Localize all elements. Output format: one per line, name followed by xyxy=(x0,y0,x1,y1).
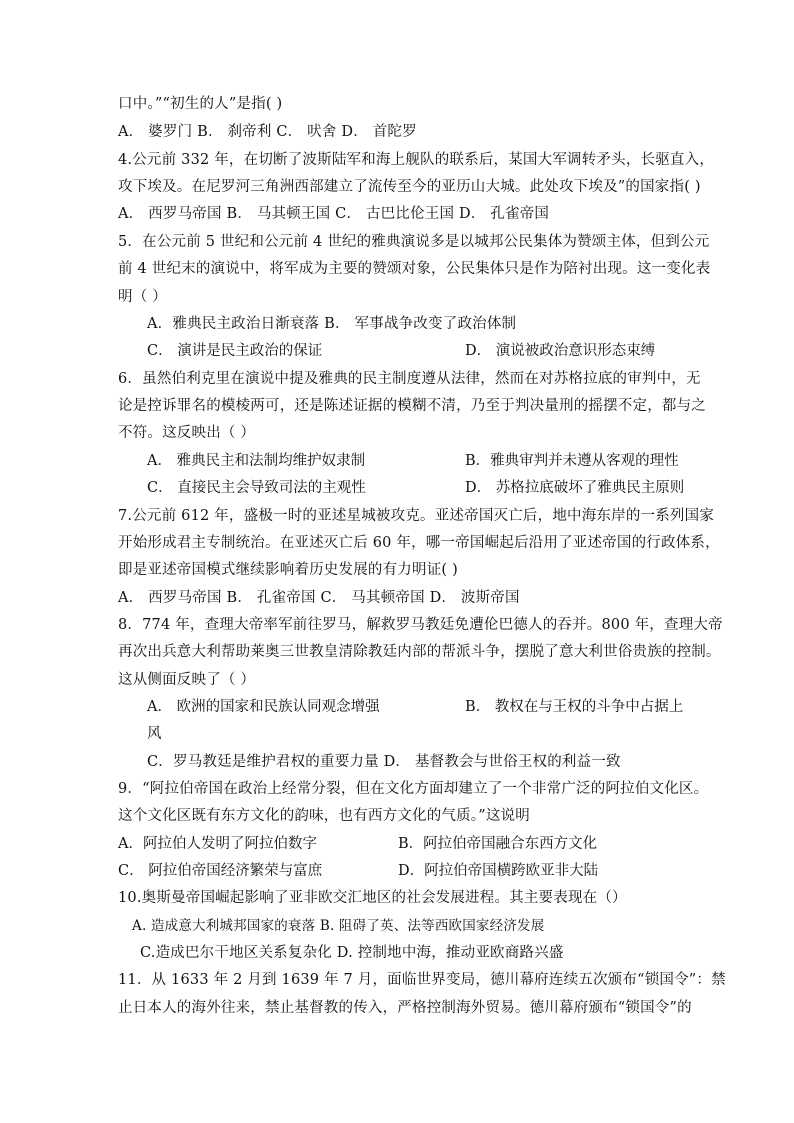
q11-stem-line1: 11．从 1633 年 2 月到 1639 年 7 月，面临世界变局，德川幕府连续五次颁布“锁国令”：禁 xyxy=(118,972,726,988)
q9-stem-line1: 9．“阿拉伯帝国在政治上经常分裂，但在文化方面却建立了一个非常广泛的阿拉伯文化区。 xyxy=(118,781,709,797)
q7-stem-line2: 开始形成君主专制统治。在亚述灭亡后 60 年，哪一帝国崛起后沿用了亚述帝国的行政体系， xyxy=(118,535,720,551)
q9-option-d: D．阿拉伯帝国横跨欧亚非大陆 xyxy=(398,863,599,879)
q6-option-b: B．雅典审判并未遵从客观的理性 xyxy=(465,453,679,469)
q10-options-cd: C.造成巴尔干地区关系复杂化 D. 控制地中海，推动亚欧商路兴盛 xyxy=(140,945,564,961)
q8-option-a: A． 欧洲的国家和民族认同观念增强 xyxy=(147,699,380,715)
q6-stem-line2: 论是控诉罪名的模棱两可，还是陈述证据的模糊不清，乃至于判决量刑的摇摆不定，都与之 xyxy=(118,398,706,414)
q4-stem-line2: 攻下埃及。在尼罗河三角洲西部建立了流传至今的亚历山大城。此处攻下埃及”的国家指( ) xyxy=(118,179,701,195)
q9-option-b: B．阿拉伯帝国融合东西方文化 xyxy=(398,836,598,852)
q3-options: A． 婆罗门 B． 刹帝利 C． 吠舍 D． 首陀罗 xyxy=(118,124,417,140)
q9-option-a: A．阿拉伯人发明了阿拉伯数字 xyxy=(118,836,317,852)
q6-option-d: D． 苏格拉底破坏了雅典民主原则 xyxy=(465,480,685,496)
q8-stem-line2: 再次出兵意大利帮助莱奥三世教皇清除教廷内部的帮派斗争，摆脱了意大利世俗贵族的控制。 xyxy=(118,644,721,660)
q8-stem-line3: 这从侧面反映了（ ） xyxy=(118,672,256,688)
q5-stem-line2: 前 4 世纪末的演说中，将军成为主要的赞颂对象，公民集体只是作为陪衬出现。这一变化表 xyxy=(118,261,711,277)
q5-option-d: D． 演说被政治意识形态束缚 xyxy=(465,343,656,359)
q5-options-ab: A．雅典民主政治日渐衰落 B． 军事战争改变了政治体制 xyxy=(147,316,517,332)
q11-stem-line2: 止日本人的海外往来，禁止基督教的传入，严格控制海外贸易。德川幕府颁布“锁国令”的 xyxy=(118,1000,692,1016)
q10-stem: 10.奥斯曼帝国崛起影响了亚非欧交汇地区的社会发展进程。其主要表现在（） xyxy=(118,890,627,906)
q4-stem-line1: 4.公元前 332 年，在切断了波斯陆军和海上舰队的联系后，某国大军调转矛头，长驱直入， xyxy=(118,152,715,168)
q7-options: A． 西罗马帝国 B． 孔雀帝国 C． 马其顿帝国 D． 波斯帝国 xyxy=(118,590,520,606)
q8-option-b-wrap: 风 xyxy=(147,726,162,742)
q3-stem-end: 口中。”“初生的人”是指( ) xyxy=(118,96,283,112)
q4-options: A． 西罗马帝国 B． 马其顿王国 C． 古巴比伦王国 D． 孔雀帝国 xyxy=(118,206,550,222)
q6-option-a: A． 雅典民主和法制均维护奴隶制 xyxy=(147,453,366,469)
q8-stem-line1: 8．774 年，查理大帝率军前往罗马，解救罗马教廷免遭伦巴德人的吞并。800 年，查理大帝 xyxy=(118,617,723,633)
q9-stem-line2: 这个文化区既有东方文化的韵味，也有西方文化的气质。”这说明 xyxy=(118,808,530,824)
q6-stem-line3: 不符。这反映出（ ） xyxy=(118,425,256,441)
q8-option-b: B． 教权在与王权的斗争中占据上 xyxy=(465,699,684,715)
q7-stem-line3: 即是亚述帝国模式继续影响着历史发展的有力明证( ) xyxy=(118,562,458,578)
q6-option-c: C． 直接民主会导致司法的主观性 xyxy=(147,480,366,496)
q9-option-c: C． 阿拉伯帝国经济繁荣与富庶 xyxy=(118,863,323,879)
q5-stem-line3: 明（ ） xyxy=(118,289,167,305)
q5-stem-line1: 5．在公元前 5 世纪和公元前 4 世纪的雅典演说多是以城邦公民集体为赞颂主体，但到公元 xyxy=(118,234,710,250)
q6-stem-line1: 6．虽然伯利克里在演说中提及雅典的民主制度遵从法律，然而在对苏格拉底的审判中，无 xyxy=(118,371,701,387)
q7-stem-line1: 7.公元前 612 年，盛极一时的亚述星城被攻克。亚述帝国灭亡后，地中海东岸的一系列国家 xyxy=(118,508,715,524)
q10-options-ab: A. 造成意大利城邦国家的衰落 B. 阻碍了英、法等西欧国家经济发展 xyxy=(132,918,545,934)
q8-options-cd: C．罗马教廷是维护君权的重要力量 D． 基督教会与世俗王权的利益一致 xyxy=(147,754,621,770)
q5-option-c: C． 演讲是民主政治的保证 xyxy=(147,343,323,359)
